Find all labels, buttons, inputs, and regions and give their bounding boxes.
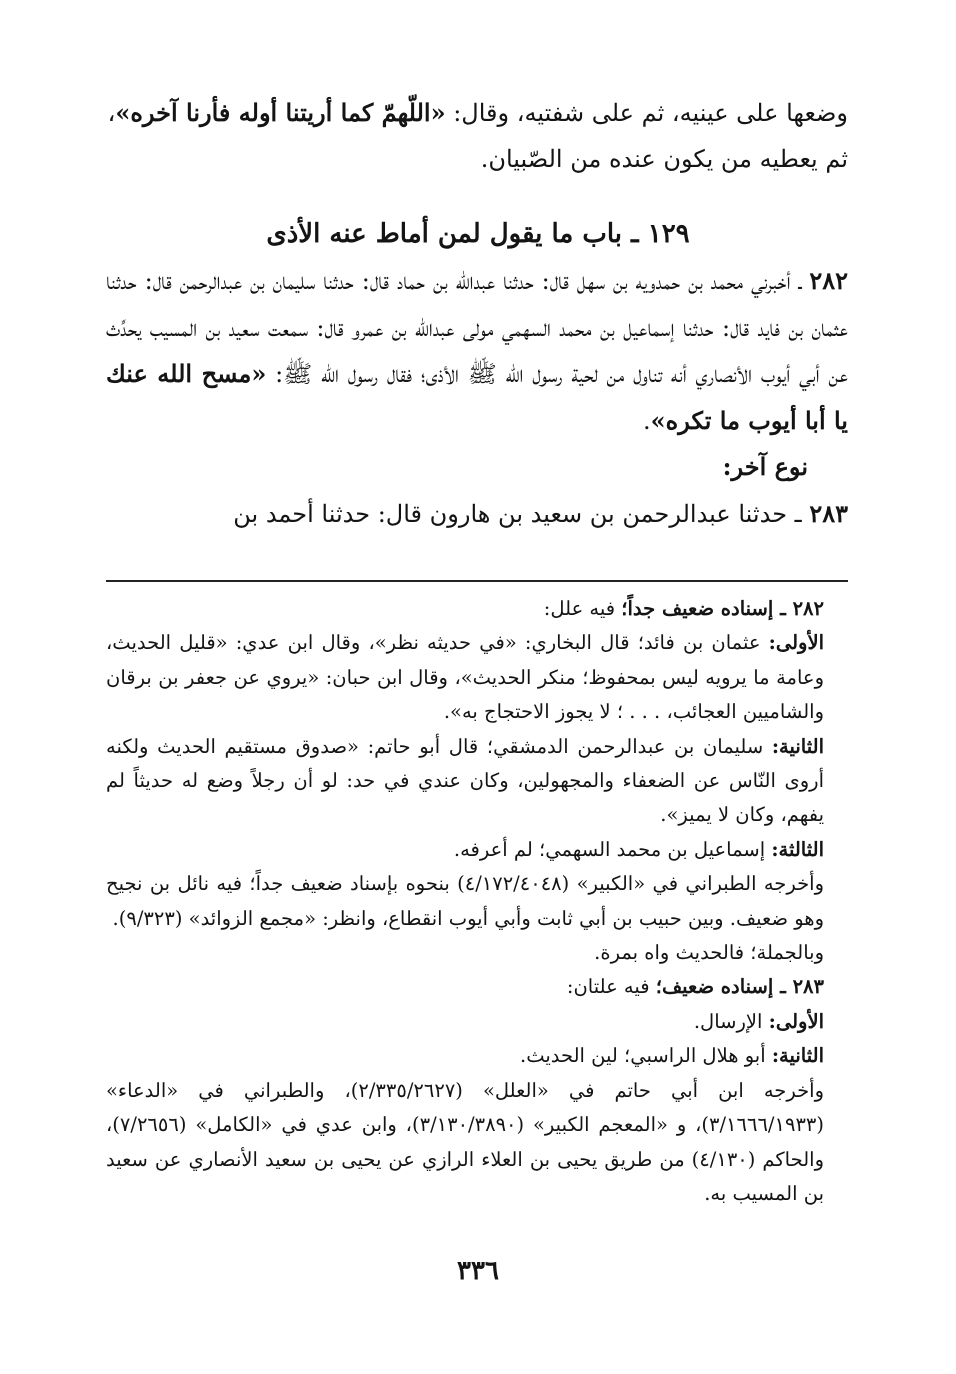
footnote-label: الثانية: (771, 734, 824, 758)
prophetic-quote: «اللّهمّ كما أريتنا أوله فأرنا آخره» (115, 98, 446, 127)
hadith-body: ـ أخبرني محمد بن حمدويه بن سهل قال: حدثنا عبدالله بن حماد قال: حدثنا سليمان بن عبدالرحمن قال: حدثنا عثمان بن فايد قال: حدثنا إسماعيل بن محمد السهمي مولى عبدالله بن عمرو قال: سمعت سعيد بن المسيب يحدِّث عن أبي أيوب الأنصاري أنه تناول من لحية رسول الله ﷺ الأذى؛ فقال رسول الله ﷺ: (106, 267, 849, 388)
footnote-282-summary: وبالجملة؛ فالحديث واه بمرة. (594, 941, 824, 965)
footnote-282-takhrij: وأخرجه الطبراني في «الكبير» (٤/١٧٢/٤٠٤٨) بنحوه بإسناد ضعيف جداً؛ فيه نائل بن نجيح وهو ضعيف. وبين حبيب بن أبي ثابت وأبي أيوب انقطاع، وانظر: «مجمع الزوائد» (٩/٣٢٣). (106, 872, 824, 930)
footnote-text: عثمان بن فائد؛ قال البخاري: «في حديثه نظر»، وقال ابن عدي: «قليل الحديث، وعامة ما يرويه ليس بمحفوظ؛ منكر الحديث»، وقال ابن حبان: «يروي عن جعفر بن برقان والشاميين العجائب، . . . ؛ لا يجوز الاحتجاج به». (106, 631, 824, 724)
footnote-283-first (106, 1005, 848, 1039)
footnote-text: الإرسال. (693, 1009, 769, 1033)
footnote-283-takhrij: وأخرجه ابن أبي حاتم في «العلل» (٢/٣٣٥/٢٦٢٧)، والطبراني في «الدعاء» (٣/١٦٦٦/١٩٣٣)، و «المعجم الكبير» (٣/١٣٠/٣٨٩٠)، وابن عدي في «الكامل» (٧/٢٦٥٦)، والحاكم (٤/١٣٠) من طريق يحيى بن العلاء الرازي عن يحيى بن سعيد الأنصاري عن سعيد بن المسيب به. (106, 1078, 824, 1205)
footnote-verdict: ـ إسناده ضعيف جداً؛ (621, 597, 793, 620)
hadith-body: ـ حدثنا عبدالرحمن بن سعيد بن هارون قال: حدثنا أحمد بن (233, 499, 810, 528)
top-paragraph (106, 90, 848, 182)
footnote-282-first (106, 626, 848, 729)
punctuation: ، (107, 99, 116, 127)
footnote-label: الثالثة: (771, 837, 824, 861)
footnotes (106, 592, 848, 1211)
footnote-text: فيه علتان: (566, 975, 656, 999)
top-paragraph-line2: ثم يعطيه من يكون عنده من الصّبيان. (480, 145, 848, 173)
footnote-number: ٢٨٢ (792, 597, 824, 620)
footnote-text: أبو هلال الراسبي؛ لين الحديث. (520, 1044, 772, 1068)
footnote-label: الثانية: (771, 1044, 824, 1068)
footnote-label: الأولى: (768, 631, 824, 655)
footnote-282-third (106, 833, 848, 867)
top-paragraph-line1 (106, 90, 848, 136)
footnote-282-heading (106, 592, 848, 626)
hadith-282-text (106, 258, 848, 444)
subheading: نوع آخر: (722, 452, 808, 481)
chapter-heading: ١٢٩ ـ باب ما يقول لمن أماط عنه الأذى (266, 219, 690, 249)
footnote-number: ٢٨٣ (792, 975, 824, 999)
footnote-label: الأولى: (768, 1009, 824, 1033)
hadith-number: ٢٨٣ (809, 498, 848, 528)
punctuation: . (643, 406, 651, 435)
footnote-text: إسماعيل بن محمد السهمي؛ لم أعرفه. (453, 837, 772, 861)
footnote-verdict: ـ إسناده ضعيف؛ (655, 975, 793, 999)
hadith-282 (106, 258, 848, 537)
hadith-283-text (106, 491, 848, 538)
top-text: وضعها على عينيه، ثم على شفتيه، وقال: (445, 99, 848, 127)
hadith-number: ٢٨٢ (809, 266, 848, 295)
footnote-283-heading (106, 970, 848, 1004)
hadith-quote: «مسح الله عنك يا أبا أيوب ما تكره» (106, 359, 848, 435)
page-number: ٣٣٦ (457, 1256, 499, 1286)
footnote-283-second (106, 1039, 848, 1073)
footnote-text: سليمان بن عبدالرحمن الدمشقي؛ قال أبو حاتم: «صدوق مستقيم الحديث ولكنه أروى النّاس عن الضعفاء والمجهولين، وكان عندي في حد: لو أن رجلاً وضع له حديثاً لم يفهم، وكان لا يميز». (106, 734, 824, 827)
footnote-divider (106, 580, 848, 582)
footnote-282-second (106, 730, 848, 833)
footnote-text: فيه علل: (543, 597, 622, 620)
